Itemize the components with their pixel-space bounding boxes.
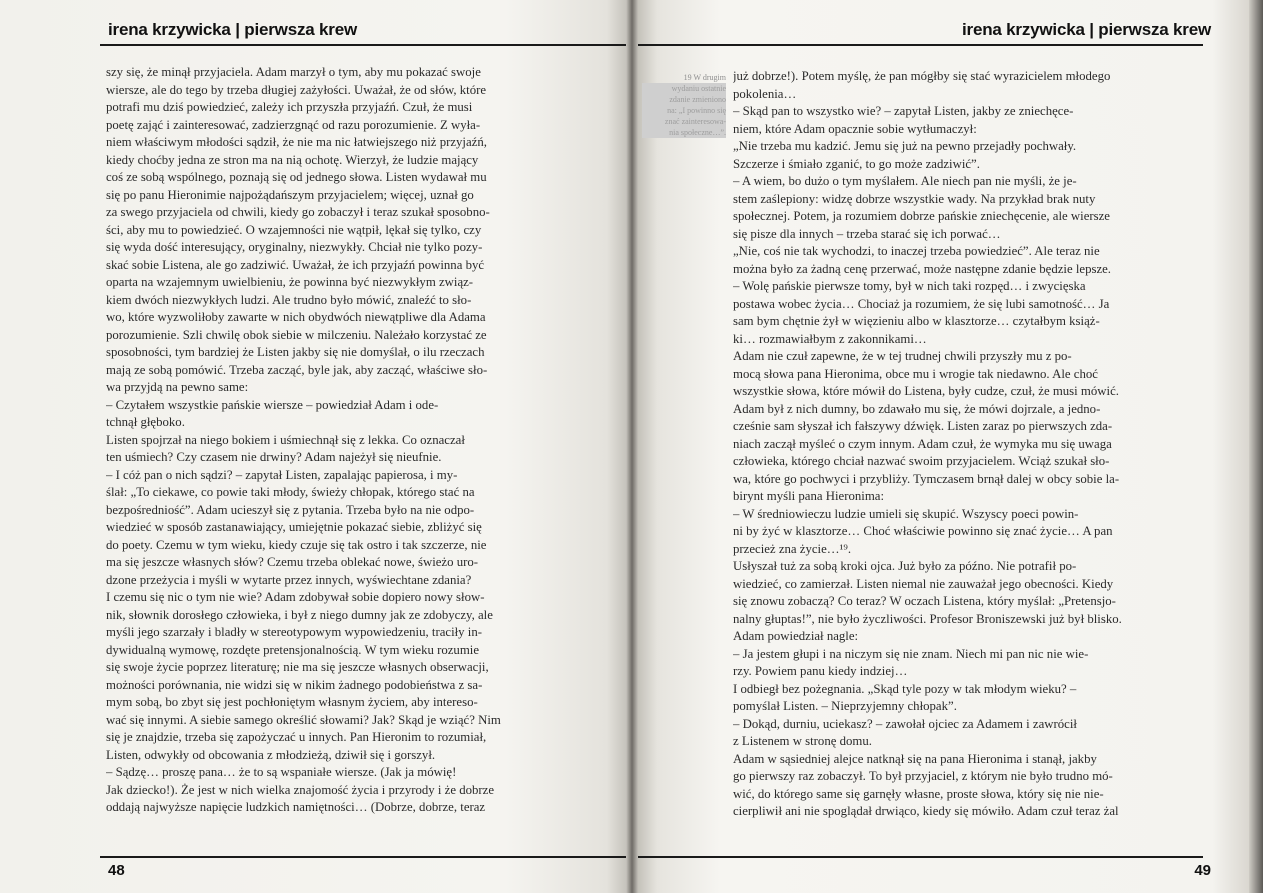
text-line: rzy. Powiem panu kiedy indziej… <box>733 664 908 678</box>
text-line: mym sobą, bo zbyt się jest pochłoniętym własnym życiem, aby interesо- <box>106 695 478 709</box>
right-page <box>632 0 1263 893</box>
text-line: z Listenem w stronę domu. <box>733 734 872 748</box>
page-number-left: 48 <box>108 862 125 879</box>
text-line: I czemu się nic o tym nie wie? Adam zdobywał sobie dopiero nowy słow- <box>106 590 485 604</box>
footnote-line: zdanie zmieniono <box>642 94 726 105</box>
text-line: nalny głuptas!”, nie było życzliwości. Profesor Broniszewski już był blisko. <box>733 611 1122 626</box>
header-rule-right <box>632 44 1203 46</box>
text-line: – Czytałem wszystkie pańskie wiersze – powiedział Adam i ode- <box>106 397 439 412</box>
text-line: sposobności, tym bardziej że Listen jakby się nie domyślał, o ilu rzeczach <box>106 345 485 359</box>
text-line: birynt myśli pana Hieronima: <box>733 489 885 503</box>
text-line: stem zaślepiony: widzę dobrze wszystkie wady. Na przykład brak nuty <box>733 191 1096 206</box>
text-line: ten uśmiech? Czy czasem nie drwiny? Adam najeżył się nieufnie. <box>106 450 442 464</box>
text-line: wać się innymi. A siebie samego określić słowami? Jak? Skąd je wziąć? Nim <box>106 712 501 727</box>
running-header-left: irena krzywicka | pierwsza krew <box>108 20 357 39</box>
text-line: Usłyszał tuż za sobą kroki ojca. Już było za późno. Nie potrafił po- <box>733 559 1077 573</box>
text-line: cierpliwił ani nie spoglądał drwiąco, kiedy się mówiło. Adam czuł teraz żal <box>733 804 1119 818</box>
text-line: przecież zna życie…¹⁹. <box>733 541 852 556</box>
footnote-line: znać zainteresowa- <box>642 116 726 127</box>
text-line: – Ja jestem głupi i na niczym się nie znam. Niech mi pan nic nie wie- <box>733 646 1089 661</box>
text-line: Adam nie czuł zapewne, że w tej trudnej chwili przyszły mu z po- <box>733 349 1072 363</box>
text-line: wa przyjdą na pewno same: <box>106 380 249 394</box>
text-line: – Sądzę… proszę pana… że to są wspaniałe wiersze. (Jak ja mówię! <box>106 765 457 779</box>
text-line: do poety. Czemu w tym wieku, kiedy czuje się tak ostro i tak szczerze, nie <box>106 537 487 552</box>
text-line: „Nie trzeba mu kadzić. Jemu się już na pewno przejadły pochwały. <box>733 139 1077 153</box>
book-gutter <box>626 0 638 893</box>
page-edge-shadow <box>1249 0 1263 893</box>
text-line: kiem dwóch niezwykłych ludzi. Ale trudno było mówić, znaleźć to sło- <box>106 292 472 307</box>
text-line: się wyda dość interesujący, oryginalny, niezwykły. Chciał nie tylko pozy- <box>106 240 483 254</box>
footnote-line: na: „I powinno się <box>642 105 726 116</box>
text-line: postawa wobec życia… Chociaż ja rozumiem, że się lubi samotność… Ja <box>733 296 1110 311</box>
text-line: ści, aby mu to powiedzieć. O wzajemności nie wątpił, lękał się tylko, czy <box>106 222 482 237</box>
text-line: – W średniowieczu ludzie umieli się skupić. Wszyscy poeci powin- <box>733 506 1079 521</box>
text-line: – A wiem, bo dużo o tym myślałem. Ale niech pan nie myśli, że je- <box>733 174 1077 188</box>
page-number-right: 49 <box>1194 862 1211 879</box>
text-line: człowieka, którego chciał nazwać swoim przyjacielem. Wciąż szukał sło- <box>733 454 1110 468</box>
text-line: – Wolę pańskie pierwsze tomy, był w nich taki rozpęd… i zwycięska <box>733 279 1086 293</box>
text-line: – Skąd pan to wszystko wie? – zapytał Listen, jakby ze zniechęce- <box>733 104 1074 118</box>
text-line: się swoje życie poprzez literaturę; nie ma się jeszcze własnych obserwacji, <box>106 660 489 674</box>
text-line: wiedzieć w sposób zastanawiający, umiejętnie pokazać siebie, zbliżyć się <box>106 520 482 534</box>
text-line: Adam był z nich dumny, bo zdawało mu się, że mówi dojrzale, a jedno- <box>733 401 1101 416</box>
text-line: nik, słownik dorosłego człowieka, i był z niego dumny jak ze zdobyczy, ale <box>106 607 493 622</box>
text-line: „Nie, coś nie tak wychodzi, to inaczej trzeba powiedzieć”. Ale teraz nie <box>733 244 1100 258</box>
text-line: porozumienie. Szli chwilę obok siebie w milczeniu. Należało korzystać ze <box>106 327 487 342</box>
text-line: Listen spojrzał na niego bokiem i uśmiechnął się z lekka. Co oznaczał <box>106 432 465 447</box>
footer-rule-left <box>100 856 632 858</box>
text-line: potrafi mu dziś powiedzieć, zależy ich przyszła przyjaźń. Czuł, że musi <box>106 100 473 114</box>
text-line: cześnie sam słyszał ich fałszywy dźwięk. Listen zaraz po pierwszych zda- <box>733 419 1113 433</box>
text-line: I odbiegł bez pożegnania. „Skąd tyle pozy w tak młodym wieku? – <box>733 681 1077 696</box>
text-line: sam bym chętnie żył w więzieniu albo w klasztorze… czytałbym książ- <box>733 314 1100 328</box>
text-line: ni by żyć w klasztorze… Choć właściwie powinno się znać życie… A pan <box>733 524 1113 538</box>
text-line: wo, które wyzwoliłoby zawarte w nich obydwóch niewątpliwe dla Adama <box>106 310 486 324</box>
text-line: dzone przeżycia i myśli w wytarte przez innych, wyświechtane zdania? <box>106 572 472 587</box>
text-line: ki… rozmawiałbym z zakonnikami… <box>733 331 927 346</box>
left-page-text <box>106 64 537 817</box>
text-line: kiedy choćby jedna ze stron ma na nią ochotę. Wierzył, że ludzie mający <box>106 152 479 167</box>
text-line: – I cóż pan o nich sądzi? – zapytał Listen, zapalając papierosa, i my- <box>106 467 458 482</box>
text-line: oddają najwyższe napięcie ludzkich namiętności… (Dobrze, dobrze, teraz <box>106 800 486 814</box>
text-line: mocą słowa pana Hieronima, obce mu i wrogie tak niedawno. Ale choć <box>733 366 1098 381</box>
text-line: mają ze sobą pomówić. Trzeba zacząć, byle jak, aby zacząć, właściwe sło- <box>106 362 488 377</box>
text-line: się pisze dla innych – trzeba starać się ich porwać… <box>733 226 1001 241</box>
text-line: niem właściwym młodości sądził, że nie ma nic łatwiejszego niż przyjaźń, <box>106 135 487 149</box>
text-line: dywidualną wymowę, rozdęte pretensjonalnością. W tym wieku rozumie <box>106 642 480 657</box>
header-rule-left <box>100 44 632 46</box>
text-line: za swego przyjaciela od chwili, kiedy go zobaczył i teraz szukał sposobno- <box>106 205 490 219</box>
text-line: się po panu Hieronimie najpożądańszym przyjacielem; więcej, uznał go <box>106 187 474 202</box>
text-line: poetę zająć i zainteresować, zadzierzgnąć od razu porozumienie. Z wyła- <box>106 117 481 132</box>
text-line: wić, do którego same się garnęły własne, proste słowa, który się nie nie- <box>733 786 1104 801</box>
text-line: pomyślał Listen. – Nieprzyjemny chłopak”. <box>733 699 957 713</box>
text-line: bezpośredniość”. Adam ucieszył się z pytania. Trzeba było na nie odpo- <box>106 502 475 517</box>
footnote-line: 19 W drugim <box>683 73 726 82</box>
text-line: już dobrze!). Potem myślę, że pan mógłby się stać wyrazicielem młodego <box>733 69 1111 83</box>
text-line: Szczerze i śmiało zganić, to go może zadziwić”. <box>733 156 980 171</box>
text-line: ma się jeszcze własnych słów? Czemu trzeba oblekać nowe, świeżo uro- <box>106 555 479 569</box>
footnote-line: nia społeczne…”. <box>642 127 726 138</box>
text-line: pokolenia… <box>733 86 797 101</box>
text-line: ślał: „To ciekawe, co powie taki młody, świeży chłopak, którego stać na <box>106 485 475 499</box>
text-line: wa, które go pochwyci i przybliży. Tymczasem brnął dalej w obcy sobie la- <box>733 471 1120 486</box>
text-line: szy się, że minął przyjaciela. Adam marzył o tym, aby mu pokazać swoje <box>106 65 481 79</box>
text-line: go pierwszy raz zobaczył. To był przyjaciel, z którym nie było trudno mó- <box>733 769 1113 783</box>
text-line: Adam w sąsiedniej alejce natknął się na pana Hieronima i stanął, jakby <box>733 751 1097 766</box>
text-line: możności porównania, nie widzi się w nikim żadnego podobieństwa z sa- <box>106 677 483 692</box>
right-page-text <box>733 68 1169 821</box>
text-line: Jak dziecko!). Że jest w nich wielka znajomość życia i przyrody i że dobrze <box>106 782 495 797</box>
text-line: wszystkie słowa, które mówił do Listena, były cudze, czuł, że musi mówić. <box>733 384 1119 398</box>
running-header-right: irena krzywicka | pierwsza krew <box>962 20 1211 39</box>
margin-footnote <box>642 72 726 138</box>
text-line: coś ze sobą wspólnego, poznają się od jednego słowa. Listen wydawał mu <box>106 170 487 184</box>
text-line: się znowu zobaczą? Co teraz? W oczach Listena, który myślał: „Pretensjo- <box>733 594 1116 608</box>
text-line: się je znajdzie, trzeba się zapożyczać u innych. Pan Hieronim to rozumiał, <box>106 730 487 744</box>
text-line: niem, które Adam opacznie sobie wytłumaczył: <box>733 121 977 136</box>
text-line: myśli jego szarzały i bladły w stereotypowym wypowiedzeniu, traciły in- <box>106 625 482 639</box>
text-line: oparta na wzajemnym uwielbieniu, że powinna być niezwykłym związ- <box>106 275 474 289</box>
text-line: Listen, odwykły od obcowania z młodzieżą, dziwił się i gorszył. <box>106 747 436 762</box>
text-line: Adam powiedział nagle: <box>733 629 859 643</box>
text-line: można było za żadną cenę przerwać, może następne zdanie będzie lepsze. <box>733 261 1112 276</box>
text-line: wiedzieć, co zamierzał. Listen niemal nie zauważał jego obecności. Kiedy <box>733 576 1114 591</box>
text-line: wiersze, ale do tego by trzeba długiej zażyłości. Uważał, że od słów, które <box>106 82 487 97</box>
text-line: – Dokąd, durniu, uciekasz? – zawołał ojciec za Adamem i zawrócił <box>733 716 1077 731</box>
text-line: niach zaczął myśleć o czym innym. Adam czuł, że wymyka mu się uwaga <box>733 436 1112 451</box>
text-line: skać sobie Listena, ale go zadziwić. Uważał, że ich przyjaźń powinna być <box>106 257 485 272</box>
footer-rule-right <box>632 856 1203 858</box>
footnote-line: wydaniu ostatnie <box>642 83 726 94</box>
text-line: społecznej. Potem, ja rozumiem dobrze pańskie zniechęcenie, ale wiersze <box>733 209 1110 223</box>
text-line: tchnął głęboko. <box>106 415 185 429</box>
